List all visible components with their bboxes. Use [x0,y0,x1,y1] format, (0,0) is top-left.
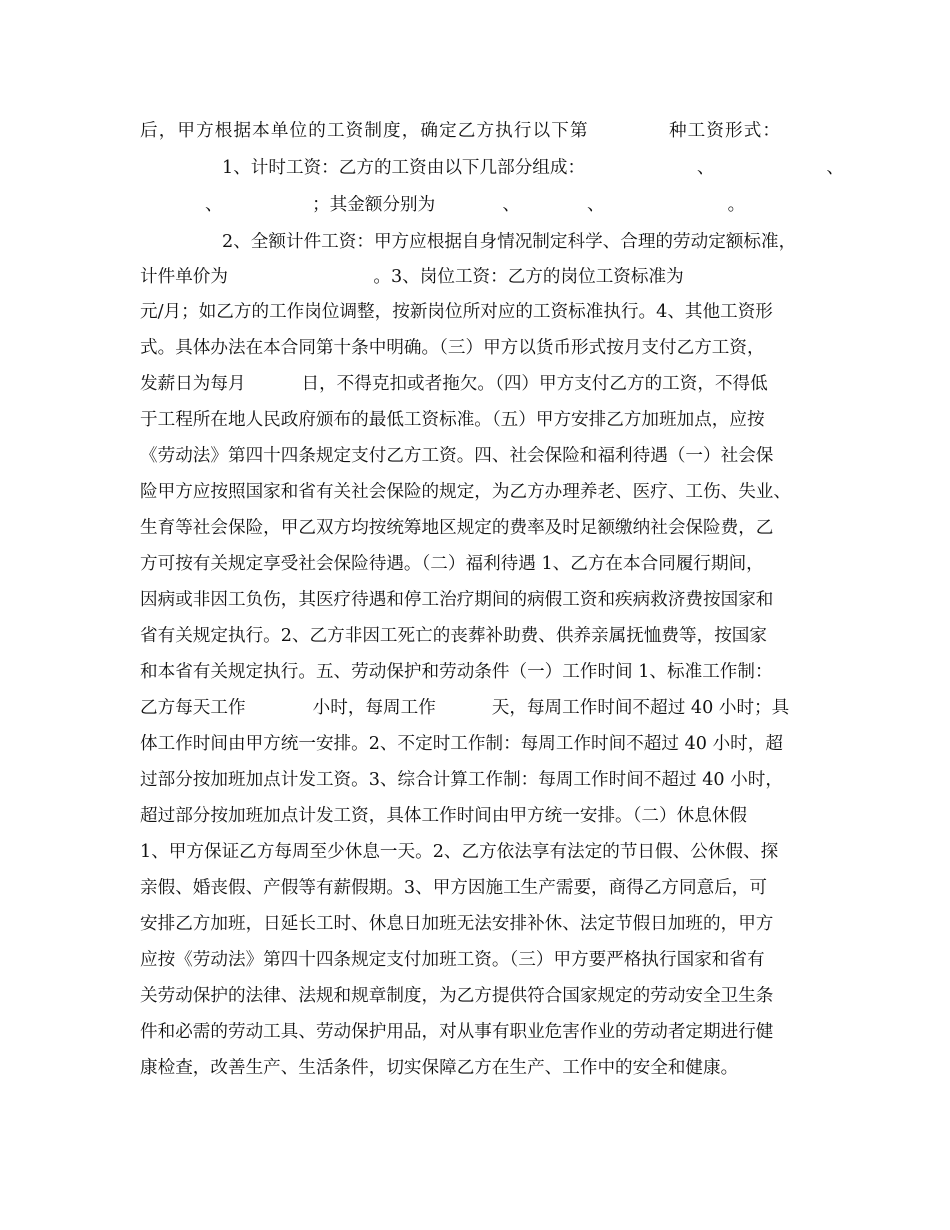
text-line: 《劳动法》第四十四条规定支付乙方工资。四、社会保险和福利待遇（一）社会保 [140,446,774,466]
text-line: 因病或非因工负伤，其医疗待遇和停工治疗期间的病假工资和疾病救济费按国家和 [140,590,774,610]
text-line: 超过部分按加班加点计发工资，具体工作时间由甲方统一安排。（二）休息休假 [140,806,747,826]
text-line: 式。具体办法在本合同第十条中明确。（三）甲方以货币形式按月支付乙方工资， [140,338,765,358]
text-line: 1、甲方保证乙方每周至少休息一天。2、乙方依法享有法定的节日假、公休假、探 [140,842,779,862]
text-line: 乙方每天工作 小时，每周工作 天，每周工作时间不超过 40 小时；具 [140,698,790,718]
text-line: 方可按有关规定享受社会保险待遇。（二）福利待遇 1、乙方在本合同履行期间， [140,554,764,574]
text-line: 安排乙方加班，日延长工时、休息日加班无法安排补休、法定节假日加班的，甲方 [140,914,774,934]
text-line: 康检查，改善生产、生活条件，切实保障乙方在生产、工作中的安全和健康。 [140,1058,739,1078]
text-line: 2、全额计件工资：甲方应根据自身情况制定科学、合理的劳动定额标准， [222,232,797,252]
text-line: 亲假、婚丧假、产假等有薪假期。3、甲方因施工生产需要，商得乙方同意后，可 [140,878,767,898]
text-line: 过部分按加班加点计发工资。3、综合计算工作制：每周工作时间不超过 40 小时， [140,770,783,790]
text-line: 体工作时间由甲方统一安排。2、不定时工作制：每周工作时间不超过 40 小时，超 [140,734,783,754]
text-line: 生育等社会保险，甲乙双方均按统筹地区规定的费率及时足额缴纳社会保险费，乙 [140,518,774,538]
text-line: 发薪日为每月 日，不得克扣或者拖欠。（四）甲方支付乙方的工资，不得低 [140,374,768,394]
text-line: 后，甲方根据本单位的工资制度，确定乙方执行以下第 种工资形式： [140,121,782,141]
text-line: 元/月；如乙方的工作岗位调整，按新岗位所对应的工资标准执行。4、其他工资形 [140,302,773,322]
text-line: 、 ；其金额分别为 、 、 。 [205,195,746,215]
text-line: 计件单价为 。3、岗位工资：乙方的岗位工资标准为 [140,267,684,287]
text-line: 省有关规定执行。2、乙方非因工死亡的丧葬补助费、供养亲属抚恤费等，按国家 [140,626,767,646]
text-line: 1、计时工资：乙方的工资由以下几部分组成： 、 、 [222,158,844,178]
text-line: 应按《劳动法》第四十四条规定支付加班工资。（三）甲方要严格执行国家和省有 [140,950,765,970]
text-line: 件和必需的劳动工具、劳动保护用品，对从事有职业危害作业的劳动者定期进行健 [140,1022,774,1042]
text-line: 关劳动保护的法律、法规和规章制度，为乙方提供符合国家规定的劳动安全卫生条 [140,986,774,1006]
text-line: 于工程所在地人民政府颁布的最低工资标准。（五）甲方安排乙方加班加点，应按 [140,410,765,430]
text-line: 和本省有关规定执行。五、劳动保护和劳动条件（一）工作时间 1、标准工作制： [140,662,773,682]
text-line: 险甲方应按照国家和省有关社会保险的规定，为乙方办理养老、医疗、工伤、失业、 [140,482,791,502]
